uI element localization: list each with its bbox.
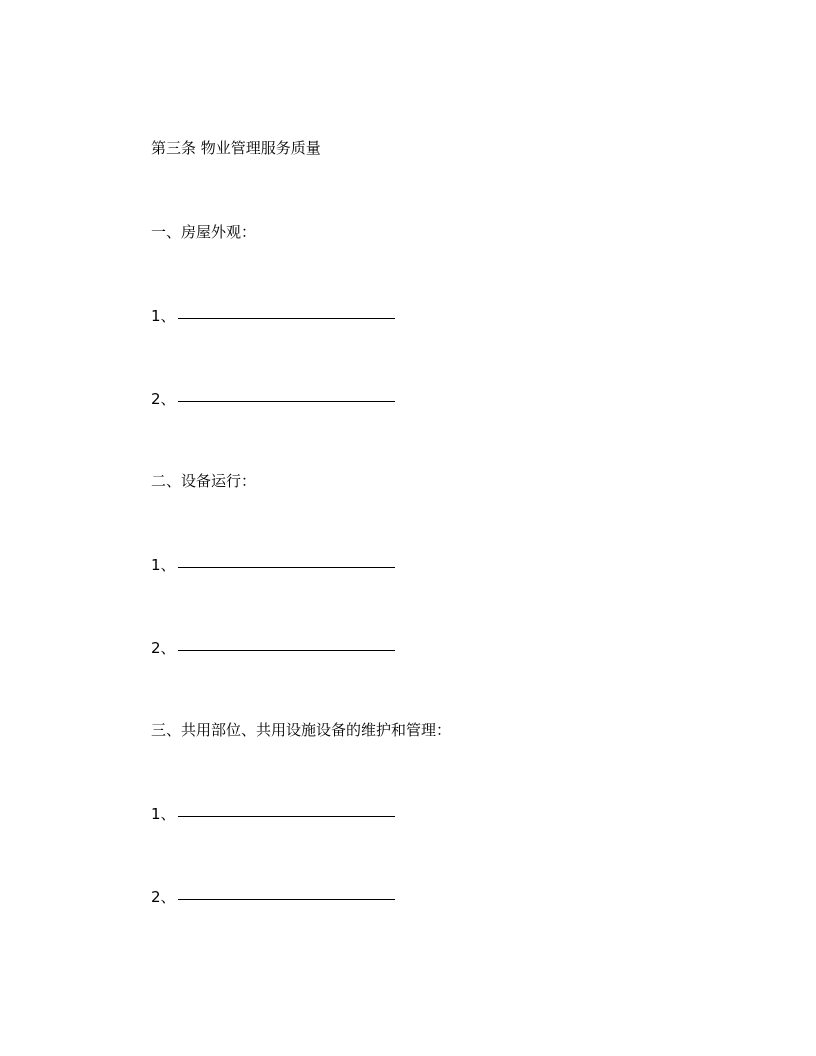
list-item bbox=[151, 638, 395, 658]
item-number: 1、 bbox=[151, 556, 176, 574]
section-heading-equipment: 二、设备运行： bbox=[151, 472, 257, 490]
list-item bbox=[151, 389, 395, 409]
fill-in-blank[interactable] bbox=[178, 555, 395, 568]
item-number: 2、 bbox=[151, 390, 176, 408]
item-number: 2、 bbox=[151, 888, 176, 906]
article-title: 第三条 物业管理服务质量 bbox=[151, 139, 321, 157]
list-item bbox=[151, 306, 395, 326]
list-item bbox=[151, 887, 395, 907]
section-heading-maintenance: 三、共用部位、共用设施设备的维护和管理： bbox=[151, 721, 452, 739]
item-number: 1、 bbox=[151, 805, 176, 823]
section-heading-exterior: 一、房屋外观： bbox=[151, 223, 257, 241]
fill-in-blank[interactable] bbox=[178, 389, 395, 402]
fill-in-blank[interactable] bbox=[178, 887, 395, 900]
item-number: 1、 bbox=[151, 307, 176, 325]
fill-in-blank[interactable] bbox=[178, 804, 395, 817]
list-item bbox=[151, 804, 395, 824]
list-item bbox=[151, 555, 395, 575]
fill-in-blank[interactable] bbox=[178, 638, 395, 651]
fill-in-blank[interactable] bbox=[178, 306, 395, 319]
item-number: 2、 bbox=[151, 639, 176, 657]
